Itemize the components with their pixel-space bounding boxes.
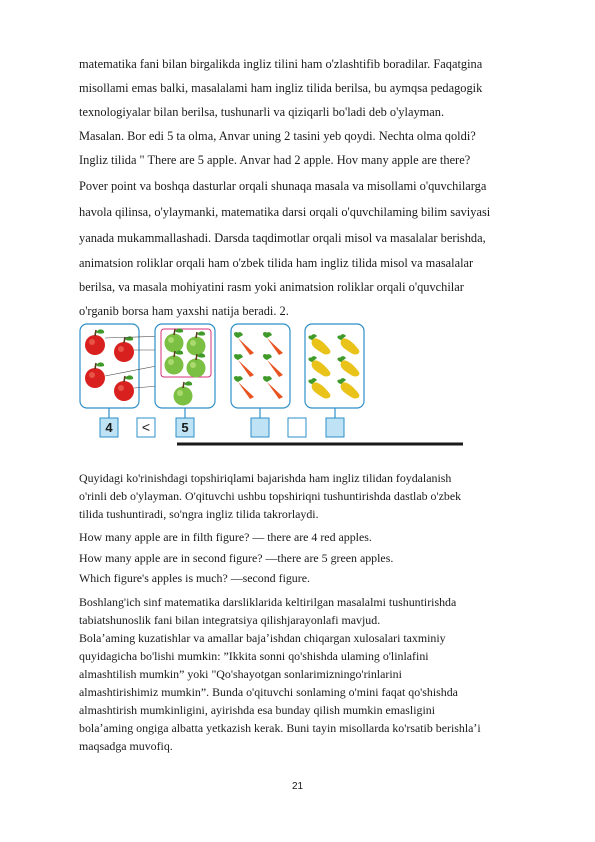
text-line: Ingliz tilida " There are 5 apple. Anvar had 2 apple. Hov many apple are there?	[79, 153, 471, 167]
text-line: tilida tushuntiradi, so'ngra ingliz tilida takrorlaydi.	[79, 507, 319, 521]
comparison-box-empty	[288, 418, 306, 437]
text-line: Boshlang'ich sinf matematika darsliklarida keltirilgan masalalmi tushuntirishda	[79, 595, 457, 609]
text-line: havola qilinsa, o'ylaymanki, matematika darsi orqali o'quvchilaming bilim saviyasi	[79, 205, 491, 219]
text-line: Masalan. Bor edi 5 ta olma, Anvar uning 2 tasini yeb qoydi. Nechta olma qoldi?	[79, 129, 476, 143]
text-line: almashtirishimiz mumkin”. Bunda o'qituvchi sonlaming o'mini faqat qo'shishda	[79, 685, 458, 699]
answer-row	[100, 418, 344, 437]
text-line: animatsion roliklar orqali ham o'zbek tilida ham ingliz tilida misol va masalalar	[79, 256, 474, 270]
left-number: 4	[105, 420, 113, 435]
text-line: How many apple are in second figure? —there are 5 green apples.	[79, 551, 394, 565]
text-line: quyidagicha bo'lishi mumkin: ”Ikkita sonni qo'shishda ulaming o'linlafini	[79, 649, 429, 663]
text-line: almashtirish mumkinligini, ayirishda esa bunday qilish mumkin emasligini	[79, 703, 436, 717]
text-line: maqsadga muvofiq.	[79, 739, 173, 753]
text-line: Pover point va boshqa dasturlar orqali shunaqa masala va misollami o'quvchilarga	[79, 179, 487, 193]
counting-illustration	[79, 320, 479, 448]
text-line: texnologiyalar bilan berilsa, tushunarli va qiziqarli bo'ladi deb o'ylayman.	[79, 105, 445, 119]
text-line: berilsa, va masala mohiyatini rasm yoki animatsion roliklar orqali o'quvchilar	[79, 280, 464, 294]
right-number: 5	[181, 420, 189, 435]
text-line: misollami emas balki, masalalami ham ingliz tilida berilsa, bu aymqsa pedagogik	[79, 81, 483, 95]
text-line: yanada mukammallashadi. Darsda taqdimotlar orqali misol va masalalar berishda,	[79, 231, 486, 245]
text-line: almashtilish mumkin” yoki "Qo'shayotgan sonlarimizningo'rinlarini	[79, 667, 402, 681]
text-line: matematika fani bilan birgalikda ingliz tilini ham o'zlashtifib boradilar. Faqatgina	[79, 57, 483, 71]
text-line: How many apple are in filth figure? — there are 4 red apples.	[79, 530, 372, 544]
pears-box	[305, 324, 364, 408]
page-number: 21	[291, 781, 304, 792]
carrots-box	[231, 324, 290, 408]
answer-box-empty	[326, 418, 344, 437]
text-line: Quyidagi ko'rinishdagi topshiriqlami bajarishda ham ingliz tilidan foydalanish	[79, 471, 452, 485]
answer-box-empty	[251, 418, 269, 437]
red-apples-box	[80, 324, 139, 408]
comparison-sign: <	[141, 419, 151, 435]
text-line: o'rganib borsa ham yaxshi natija beradi. 2.	[79, 304, 289, 318]
green-apples-box	[155, 324, 215, 408]
box-connectors	[109, 408, 335, 418]
text-line: o'rinli deb o'ylayman. O'qituvchi ushbu topshiriqni tushuntirishda dastlab o'zbek	[79, 489, 462, 503]
text-line: Bolaʼaming kuzatishlar va amallar bajaʼishdan chiqargan xulosalari taxminiy	[79, 631, 446, 645]
text-line: tabiatshunoslik fani bilan integratsiya qilishjarayonlafi mavjud.	[79, 613, 381, 627]
text-line: Which figure's apples is much? —second figure.	[79, 571, 310, 585]
text-line: bolaʼaming ongiga albatta yetkazish kerak. Buni tayin misollarda ko'rsatib berishlaʼi	[79, 721, 481, 735]
